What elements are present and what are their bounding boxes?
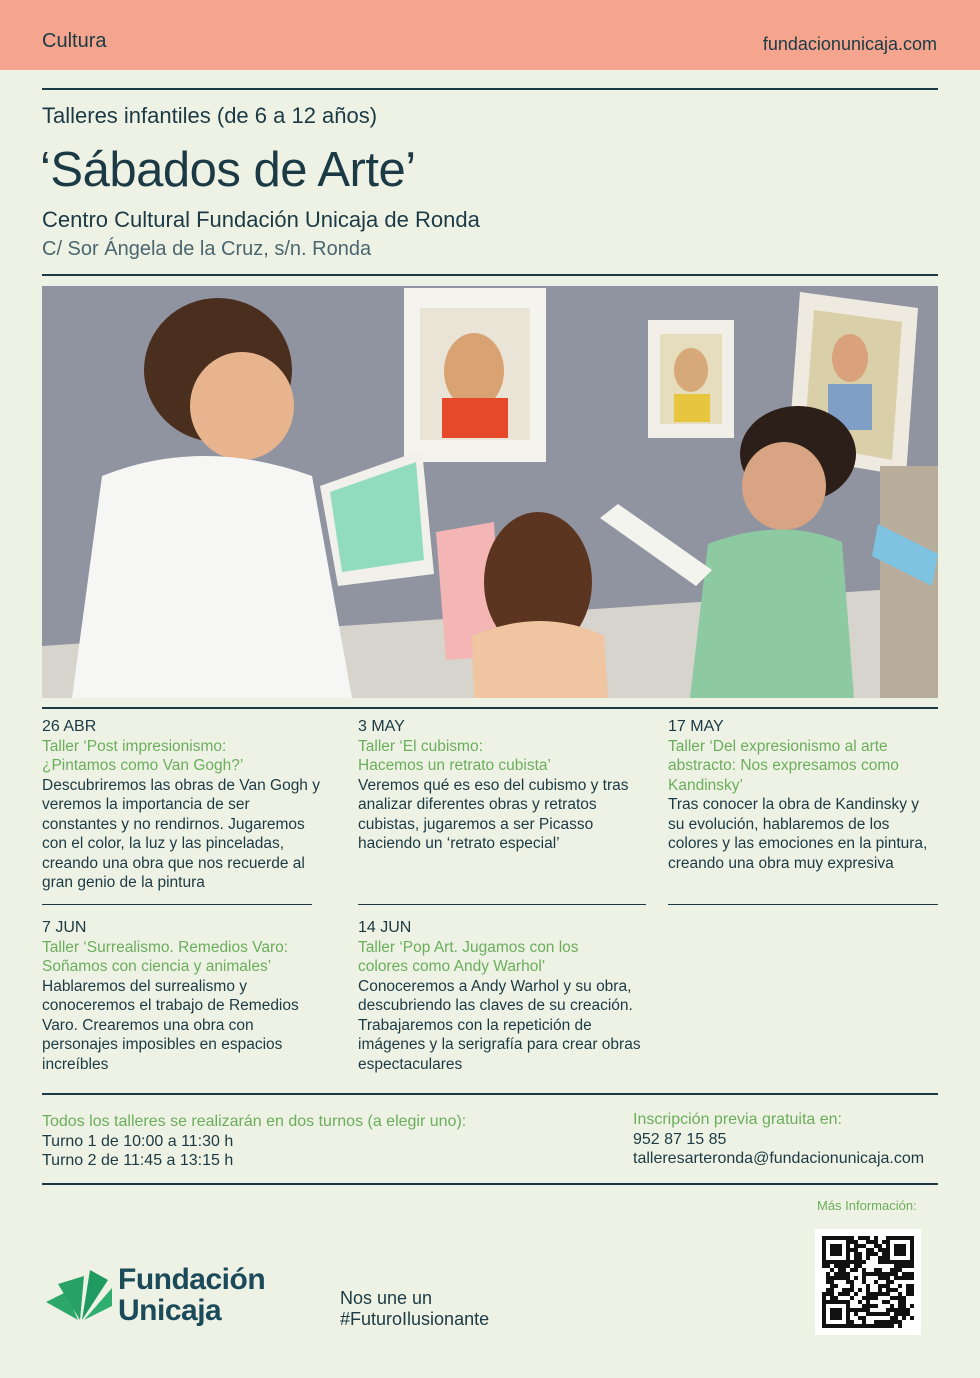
workshop-card: [42, 717, 332, 893]
workshop-date: 26 ABR: [42, 718, 97, 735]
divider: [42, 1183, 938, 1185]
photo-illustration: [42, 286, 938, 698]
signup-lead: Inscripción previa gratuita en:: [633, 1111, 842, 1128]
brand-name: Fundación Unicaja: [118, 1263, 266, 1327]
address: C/ Sor Ángela de la Cruz, s/n. Ronda: [42, 238, 372, 260]
workshop-description: Conoceremos a Andy Warhol y su obra, descubriendo las claves de su creación. Trabajaremos con la repetición de imágenes y la serigrafía para crear obras espectaculares: [358, 977, 641, 1073]
divider: [42, 1093, 938, 1095]
workshop-name: Taller ‘Del expresionismo al arte abstracto: Nos expresamos como Kandinsky’: [668, 737, 899, 794]
workshop-date: 7 JUN: [42, 919, 87, 936]
venue: Centro Cultural Fundación Unicaja de Ronda: [42, 207, 480, 232]
more-info-label: Más Información:: [817, 1198, 917, 1213]
workshop-name: Taller ‘Post impresionismo: ¿Pintamos como Van Gogh?’: [42, 737, 244, 774]
workshop-name: Taller ‘Pop Art. Jugamos con los colores como Andy Warhol’: [358, 938, 579, 975]
schedule-info: [42, 1112, 466, 1171]
workshop-card: [668, 717, 938, 873]
workshop-date: 3 MAY: [358, 718, 405, 735]
divider: [42, 88, 938, 90]
turno-2: Turno 2 de 11:45 a 13:15 h: [42, 1152, 234, 1169]
workshop-description: Tras conocer la obra de Kandinsky y su evolución, hablaremos de los colores y las emociones en la pintura, creando una obra muy expresiva: [668, 796, 928, 872]
workshop-date: 14 JUN: [358, 919, 412, 936]
header-bar: [0, 0, 980, 70]
divider: [42, 904, 312, 905]
workshop-photo: [42, 286, 938, 698]
workshop-card: [358, 918, 658, 1074]
section-label: Cultura: [42, 30, 107, 52]
workshop-date: 17 MAY: [668, 718, 724, 735]
unicaja-logo-icon: [44, 1262, 114, 1322]
page-title: ‘Sábados de Arte’: [40, 143, 416, 197]
divider: [42, 274, 938, 276]
workshop-name: Taller ‘El cubismo: Hacemos un retrato cubista’: [358, 737, 551, 774]
kicker: Talleres infantiles (de 6 a 12 años): [42, 103, 378, 128]
workshop-card: [42, 918, 332, 1074]
signup-info: [633, 1110, 924, 1169]
signup-phone[interactable]: 952 87 15 85: [633, 1130, 727, 1148]
workshop-description: Veremos qué es eso del cubismo y tras analizar diferentes obras y retratos cubistas, jugaremos a ser Picasso haciendo un ‘retrato especial’: [358, 776, 629, 852]
slogan: Nos une un #FuturoIlusionante: [340, 1288, 490, 1329]
workshop-name: Taller ‘Surrealismo. Remedios Varo: Soñamos con ciencia y animales’: [42, 938, 289, 975]
qr-code[interactable]: [815, 1229, 921, 1335]
divider: [668, 904, 938, 905]
qr-code-icon: [822, 1236, 914, 1328]
divider: [358, 904, 646, 905]
turno-1: Turno 1 de 10:00 a 11:30 h: [42, 1132, 234, 1150]
website-link[interactable]: fundacionunicaja.com: [762, 34, 937, 54]
workshop-description: Hablaremos del surrealismo y conoceremos el trabajo de Remedios Varo. Crearemos una obra con personajes imposibles en espacios increíbles: [42, 977, 299, 1073]
signup-email[interactable]: talleresarteronda@fundacionunicaja.com: [633, 1150, 925, 1167]
workshop-description: Descubriremos las obras de Van Gogh y veremos la importancia de ser constantes y no rendirnos. Jugaremos con el color, la luz y las pinceladas, creando una obra que nos recuerde al gran genio de la pintura: [42, 776, 320, 891]
schedule-lead: Todos los talleres se realizarán en dos turnos (a elegir uno):: [42, 1113, 467, 1130]
divider: [42, 707, 938, 709]
workshop-card: [358, 717, 648, 854]
